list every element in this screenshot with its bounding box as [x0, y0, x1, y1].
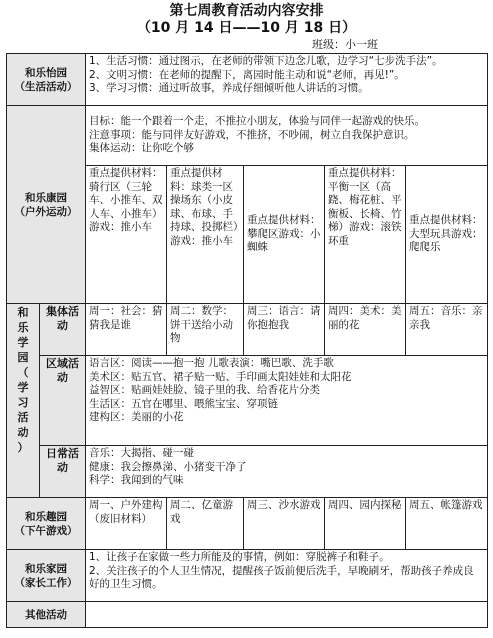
outdoor-label-1: 和乐康园: [25, 191, 67, 204]
study-group-thu: 周四：美术：美丽的花: [325, 304, 406, 356]
row-afternoon: [7, 498, 488, 550]
row-home: [7, 550, 488, 602]
outdoor-intro-line: 集体运动：让你吃个够: [89, 142, 194, 155]
outdoor-area-4: 重点提供材料：平衡一区（高跷、梅花桩、平衡板、长椅、竹梯）游戏：滚铁环重: [325, 166, 406, 304]
study-label-char: 乐: [17, 321, 29, 334]
outdoor-intro-line: 目标：能一个跟着一个走，不推拉小朋友，体验与同伴一起游戏的快乐。: [89, 115, 425, 128]
study-label-char: 和: [17, 306, 29, 319]
home-content: [86, 550, 488, 602]
life-line: 3、学习习惯：通过听故事，养成仔细倾听他人讲话的习惯。: [89, 82, 369, 94]
study-label-char: 学: [17, 336, 29, 349]
study-area-content: [86, 356, 488, 446]
life-line: 2、文明习惯：在老师的提醒下，离园时能主动和说“老师，再见!”。: [89, 68, 405, 81]
study-group-wed: 周三：语言：请你抱抱我: [244, 304, 325, 356]
study-group-fri: 周五：音乐：亲亲我: [406, 304, 488, 356]
afternoon-mon: 周一、户外建构（废旧材料）: [86, 498, 167, 550]
study-group-tue: 周二：数学：饼干送给小动物: [167, 304, 244, 356]
row-study-areas: [7, 356, 488, 446]
study-area-line: 语言区：阅读——抱一抱 儿歌表演：嘴巴歌、洗手歌: [89, 357, 334, 369]
schedule-table: [6, 53, 488, 628]
afternoon-label-1: 和乐趣园: [25, 510, 67, 523]
life-label-1: 和乐怡园: [25, 66, 67, 79]
afternoon-tue: 周二、亿童游戏: [167, 498, 244, 550]
life-line: 1、生活习惯：通过图示，在老师的带领下边念儿歌，边学习“七步洗手法”。: [89, 55, 443, 67]
study-label-char: 活: [17, 411, 29, 424]
study-area-line: 益智区：贴画娃娃脸、镜子里的我、给香花片分类: [89, 384, 320, 396]
study-group-label: 集体活动: [40, 304, 86, 356]
study-daily-line: 音乐：大揭指、碰一碰: [89, 447, 194, 459]
outdoor-intro: [86, 106, 488, 166]
outdoor-area-3: 重点提供材料：攀爬区游戏：小蜘蛛: [244, 166, 325, 304]
class-label: 班级：: [312, 38, 345, 51]
section-label-afternoon: [7, 498, 86, 550]
row-outdoor-intro: [7, 106, 488, 166]
outdoor-intro-line: 注意事项：能与同伴友好游戏，不推挤，不吵闹，树立自我保护意识。: [89, 128, 415, 141]
home-label-2: （家长工作）: [14, 576, 78, 589]
row-study-daily: [7, 446, 488, 498]
afternoon-label-2: （下午游戏）: [14, 524, 78, 537]
page-title: 第七周教育活动内容安排: [169, 3, 324, 19]
study-label-char: 园: [17, 351, 29, 364]
study-area-line: 美术区：贴五官、裙子贴一贴、手印画太阳娃娃和太阳花: [89, 370, 352, 383]
section-label-outdoor: [7, 106, 86, 304]
life-label-2: （生活活动）: [14, 80, 78, 93]
afternoon-fri: 周五、帐篷游戏: [406, 498, 488, 550]
home-label-1: 和乐家园: [25, 562, 67, 575]
study-label-char: 学: [17, 381, 29, 394]
section-label-life: [7, 54, 86, 106]
study-label-char: （: [17, 366, 29, 379]
outdoor-area-2: 重点提供材料：球类一区操场东（小皮球、布球、手持球、投掷栏）游戏：推小车: [167, 166, 244, 304]
home-line: 1、让孩子在家做一些力所能及的事情，例如：穿脱裤子和鞋子。: [89, 551, 390, 563]
study-label-char: ）: [17, 441, 29, 454]
afternoon-wed: 周三、沙水游戏: [244, 498, 325, 550]
row-other: [7, 602, 488, 628]
study-daily-line: 科学：我闻到的气味: [89, 474, 184, 486]
life-content: [86, 54, 488, 106]
study-label-char: 习: [17, 396, 29, 409]
class-value: 小一班: [345, 38, 378, 51]
class-info: [312, 38, 378, 52]
study-area-line: 建构区：美丽的小花: [89, 411, 184, 423]
study-daily-line: 健康：我会擦鼻涕、小猪变干净了: [89, 460, 247, 473]
section-label-home: [7, 550, 86, 602]
row-life: [7, 54, 488, 106]
study-daily-label: 日常活动: [40, 446, 86, 498]
section-label-study: [7, 304, 40, 498]
study-area-label: 区域活动: [40, 356, 86, 446]
study-group-mon: 周一：社会：猜猜我是谁: [86, 304, 167, 356]
section-label-other: 其他活动: [7, 602, 86, 628]
study-label-char: 动: [17, 426, 29, 439]
row-study-group: [7, 304, 488, 356]
outdoor-area-5: 重点提供材料：大型玩具游戏：爬爬乐: [406, 166, 488, 304]
outdoor-area-1: 重点提供材料：骑行区（三轮车、小推车、双人车、小推车）游戏：推小车: [86, 166, 167, 304]
study-daily-content: [86, 446, 488, 498]
other-content: [86, 602, 488, 628]
page-subtitle-dates: （10 月 14 日——10 月 18 日）: [136, 20, 357, 36]
home-line: 2、关注孩子的个人卫生情况，提醒孩子饭前便后洗手，早晚刷牙，帮助孩子养成良好的卫生习惯。: [89, 564, 474, 590]
study-area-line: 生活区：五官在哪里、喂熊宝宝、穿项链: [89, 397, 278, 410]
afternoon-thu: 周四、园内探秘: [325, 498, 406, 550]
outdoor-label-2: （户外运动）: [14, 205, 78, 218]
